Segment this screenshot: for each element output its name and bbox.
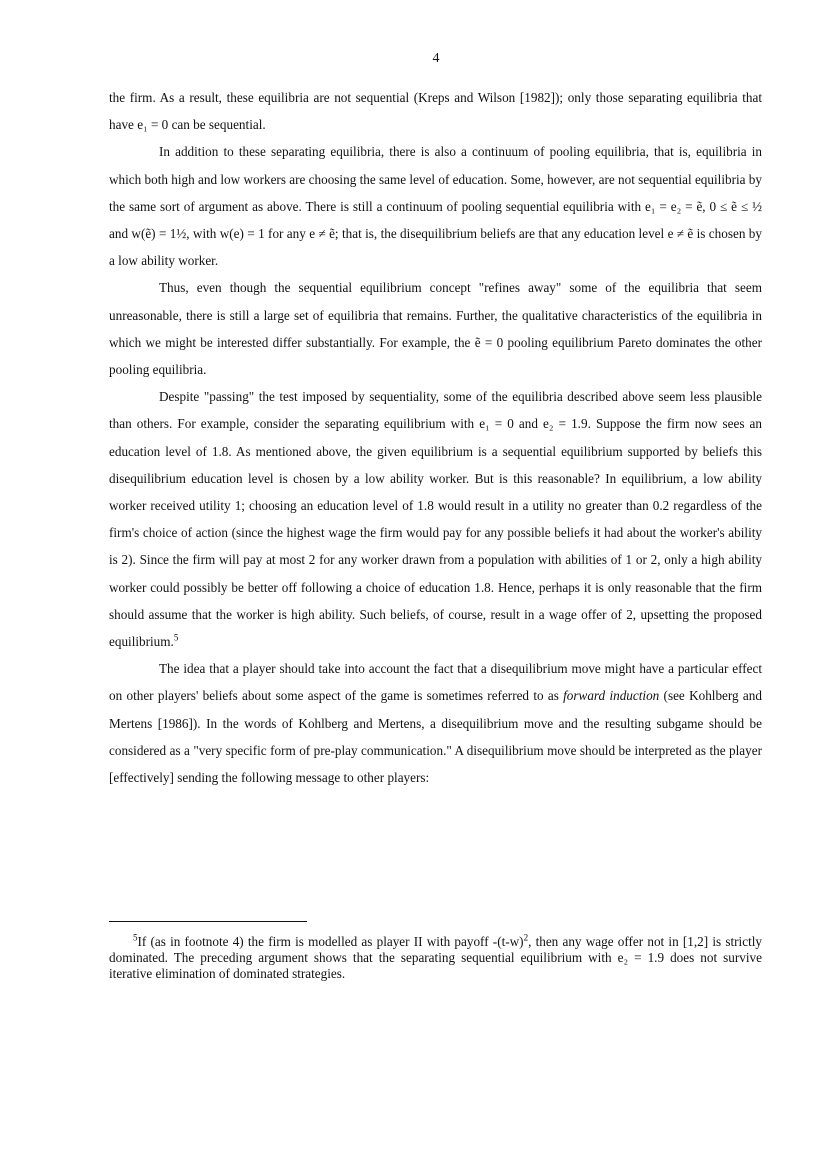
footnote-text-a: If (as in footnote 4) the firm is modelled as player II with payoff -(t-w) xyxy=(137,934,524,949)
paragraph-4 xyxy=(109,383,762,655)
paragraph-2: In addition to these separating equilibria, there is also a continuum of pooling equilibria, that is, equilibria in which both high and low workers are choosing the same level of education. Some, however, are not sequential equilibria by the same sort of argument as above. There is still a continuum of pooling sequential equilibria with e₁ = e₂ = ẽ, 0 ≤ ẽ ≤ ½ and w(ẽ) = 1½, with w(e) = 1 for any e ≠ ẽ; that is, the disequilibrium beliefs are that any education level e ≠ ẽ is chosen by a low ability worker. xyxy=(109,144,762,269)
paragraph-5-text-b: (see Kohlberg and Mertens [1986]). In the words of Kohlberg and Mertens, a disequilibrium move and the resulting subgame should be considered as a "very specific form of pre-play communication." A disequilibrium move should be interpreted as the player [effectively] sending the following message to other players: xyxy=(109,688,762,786)
paragraph-1: the firm. As a result, these equilibria are not sequential (Kreps and Wilson [1982]); only those separating equilibria that have e₁ = 0 can be sequential. xyxy=(109,90,762,133)
body-text xyxy=(109,84,762,791)
paragraph-5-text-a: The idea that a player should take into account the fact that a disequilibrium move might have a particular effect on other players' beliefs about some aspect of the game is sometimes referred to as xyxy=(109,661,762,704)
footnote xyxy=(109,934,762,983)
footnote-reference: 5 xyxy=(173,632,179,643)
footnote-marker: 5 xyxy=(133,932,138,943)
footnote-5 xyxy=(109,934,762,983)
page-number: 4 xyxy=(432,51,440,66)
forward-induction-term: forward induction xyxy=(563,688,660,704)
footnote-divider xyxy=(109,921,307,922)
paragraph-3: Thus, even though the sequential equilibrium concept "refines away" some of the equilibria that seem unreasonable, there is still a large set of equilibria that remains. Further, the qualitative characteristics of the equilibria in which we might be interested differ substantially. For example, the ẽ = 0 pooling equilibrium Pareto dominates the other pooling equilibria. xyxy=(109,280,762,378)
footnote-exponent: 2 xyxy=(523,932,529,943)
footnote-text-b: , then any wage offer not in [1,2] is strictly dominated. The preceding argument shows that the separating sequential equilibrium with e₂ = 1.9 does not survive iterative elimination of dominated strategies. xyxy=(109,934,762,982)
paragraph-5 xyxy=(109,655,762,791)
paragraph-4-text: Despite "passing" the test imposed by sequentiality, some of the equilibria described above seem less plausible than others. For example, consider the separating equilibrium with e₁ = 0 and e₂ = 1.9. Suppose the firm now sees an education level of 1.8. As mentioned above, the given equilibrium is a sequential equilibrium supported by beliefs this disequilibrium education level is chosen by a low ability worker. But is this reasonable? In equilibrium, a low ability worker received utility 1; choosing an education level of 1.8 would result in a utility no greater than 0.2 regardless of the firm's choice of action (since the highest wage the firm would pay for any possible beliefs it had about the worker's ability is 2). Since the firm will pay at most 2 for any worker drawn from a population with abilities of 1 or 2, only a high ability worker could possibly be better off following a choice of education 1.8. Hence, perhaps it is only reasonable that the firm should assume that the worker is high ability. Such beliefs, of course, result in a wage offer of 2, upsetting the proposed equilibrium. xyxy=(109,389,762,650)
